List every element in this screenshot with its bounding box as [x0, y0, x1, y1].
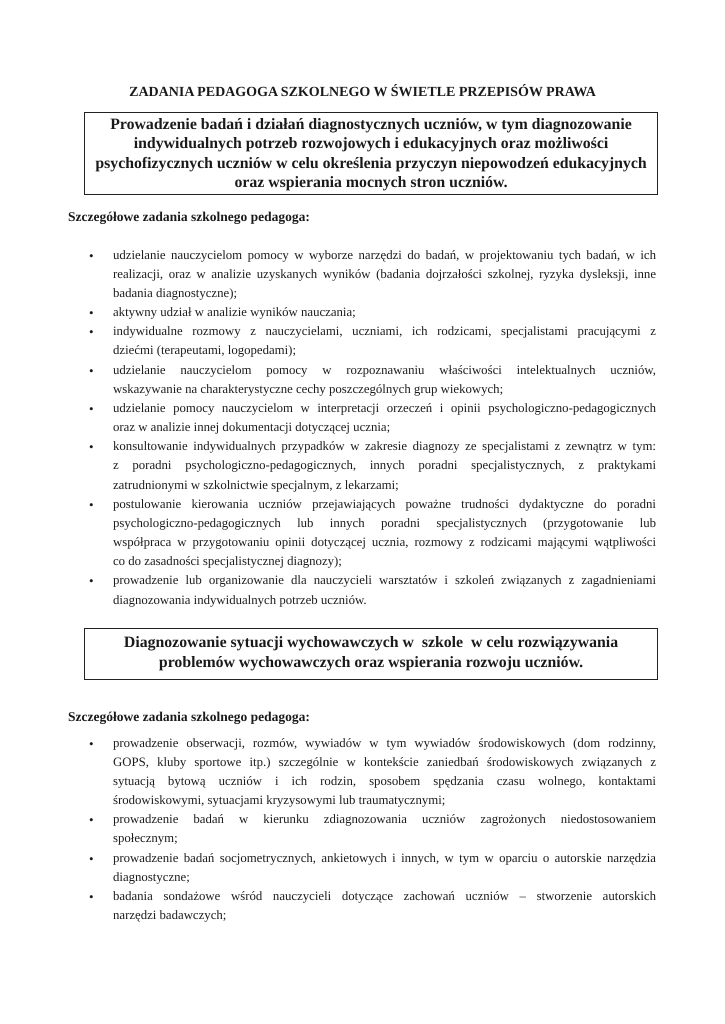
framed-heading-line: oraz wspierania mocnych stron uczniów. — [234, 174, 508, 192]
list-item-line: diagnostyczne; — [113, 869, 190, 884]
list-item-line: badania diagnostyczne); — [113, 285, 238, 300]
list-item-line: prowadzenie badań socjometrycznych, ankietowych i innych, w tym w oparciu o autorskie narzędzia — [113, 850, 656, 865]
list-item-line: społecznym; — [113, 831, 178, 846]
bullet-icon: • — [89, 496, 94, 512]
list-item — [0, 734, 656, 811]
list-item-line: zatrudnionymi w szkolnictwie specjalnym, z lekarzami; — [113, 477, 399, 492]
list-item-line: sytuacją bytową uczniów i ich rodzin, sposobem spędzania czasu wolnego, kontaktami — [113, 773, 656, 788]
bullet-icon: • — [89, 439, 94, 455]
list-item-line: narzędzi badawczych; — [113, 908, 227, 923]
list-item-line: psychologiczno-pedagogicznych lub innych poradni specjalistycznych (przygotowanie lub — [113, 515, 656, 530]
framed-heading-line: Diagnozowanie sytuacji wychowawczych w szkole w celu rozwiązywania — [123, 634, 619, 651]
list-item-line: badania sondażowe wśród nauczycieli dotyczące zachowań uczniów – stworzenie autorskich — [113, 888, 656, 903]
list-item — [0, 303, 656, 322]
bullet-icon: • — [89, 735, 94, 751]
framed-heading-line: indywidualnych potrzeb rozwojowych i edukacyjnych oraz możliwości — [133, 135, 609, 153]
bullet-icon: • — [89, 850, 94, 866]
bullet-icon: • — [89, 812, 94, 828]
list-item-line: udzielanie nauczycielom pomocy w rozpoznawaniu właściwości intelektualnych uczniów, — [113, 362, 656, 377]
list-item — [0, 810, 656, 848]
list-item-line: indywidualne rozmowy z nauczycielami, uczniami, ich rodzicami, specjalistami pracującymi z — [113, 324, 656, 339]
framed-heading-line: Prowadzenie badań i działań diagnostycznych uczniów, w tym diagnozowanie — [110, 116, 632, 133]
list-item-line: realizacji, oraz w analizie uzyskanych wyników (badania dojrzałości szkolnej, ryzyka dysleksji, inne — [113, 266, 656, 281]
list-item-line: udzielanie pomocy nauczycielom w interpretacji orzeczeń i opinii psychologiczno-pedagogicznych — [113, 400, 656, 415]
list-item — [0, 495, 656, 572]
bullet-icon: • — [89, 573, 94, 589]
list-item — [0, 887, 656, 925]
section-1-subheading: Szczegółowe zadania szkolnego pedagoga: — [68, 209, 310, 224]
list-item-line: GOPS, kluby sportowe itp.) szczególnie w kontekście zaniedbań środowiskowych związanych z — [113, 754, 656, 769]
section-1-framed-heading — [84, 112, 658, 195]
list-item-line: wskazywanie na charakterystyczne cechy poszczególnych grup wiekowych; — [113, 381, 504, 396]
section-2-subheading: Szczegółowe zadania szkolnego pedagoga: — [68, 709, 310, 724]
list-item-line: środowiskowymi, sytuacjami kryzysowymi lub traumatycznymi; — [113, 793, 446, 808]
section-1-task-list — [0, 246, 725, 610]
list-item — [0, 361, 656, 399]
bullet-icon: • — [89, 888, 94, 904]
list-item — [0, 322, 656, 360]
list-item-line: oraz w analizie innej dokumentacji dotyczącej ucznia; — [113, 420, 391, 435]
bullet-icon: • — [89, 400, 94, 416]
bullet-icon: • — [89, 305, 94, 321]
list-item-line: udzielanie nauczycielom pomocy w wyborze narzędzi do badań, w projektowaniu tych badań, w ich — [113, 247, 656, 262]
list-item-line: konsultowanie indywidualnych przypadków w zakresie diagnozy ze specjalistami z zewnątrz w tym: — [113, 439, 656, 454]
list-item-line: co do zasadności specjalistycznej diagnozy); — [113, 554, 342, 569]
section-2-task-list — [0, 734, 725, 926]
list-item-line: diagnozowania indywidualnych potrzeb uczniów. — [113, 592, 367, 607]
bullet-icon: • — [89, 324, 94, 340]
bullet-icon: • — [89, 362, 94, 378]
framed-heading-line: problemów wychowawczych oraz wspierania rozwoju uczniów. — [158, 653, 584, 671]
framed-heading-line: psychofizycznych uczniów w celu określenia przyczyn niepowodzeń edukacyjnych — [95, 154, 647, 172]
list-item — [0, 437, 656, 495]
list-item-line: z poradni psychologiczno-pedagogicznych, innych poradni specjalistycznych, z praktykami — [113, 458, 656, 473]
list-item-line: dziećmi (terapeutami, logopedami); — [113, 343, 296, 358]
section-2-framed-heading — [84, 628, 658, 680]
list-item-line: postulowanie kierowania uczniów przejawiających poważne trudności dydaktyczne do poradni — [113, 496, 656, 511]
list-item — [0, 571, 656, 609]
list-item-line: prowadzenie obserwacji, rozmów, wywiadów w tym wywiadów środowiskowych (dom rodzinny, — [113, 735, 656, 750]
document-title: ZADANIA PEDAGOGA SZKOLNEGO W ŚWIETLE PRZEPISÓW PRAWA — [129, 85, 596, 100]
list-item-line: prowadzenie lub organizowanie dla nauczycieli warsztatów i szkoleń związanych z zagadnieniami — [113, 573, 656, 588]
list-item — [0, 399, 656, 437]
bullet-icon: • — [89, 247, 94, 263]
list-item-line: współpraca w przygotowaniu opinii dotyczącej ucznia, rozmowy z rodzicami mającymi wątpliwości — [113, 535, 656, 550]
list-item — [0, 849, 656, 887]
list-item — [0, 246, 656, 304]
list-item-line: aktywny udział w analizie wyników nauczania; — [113, 305, 356, 320]
list-item-line: prowadzenie badań w kierunku zdiagnozowania uczniów zagrożonych niedostosowaniem — [113, 812, 656, 827]
